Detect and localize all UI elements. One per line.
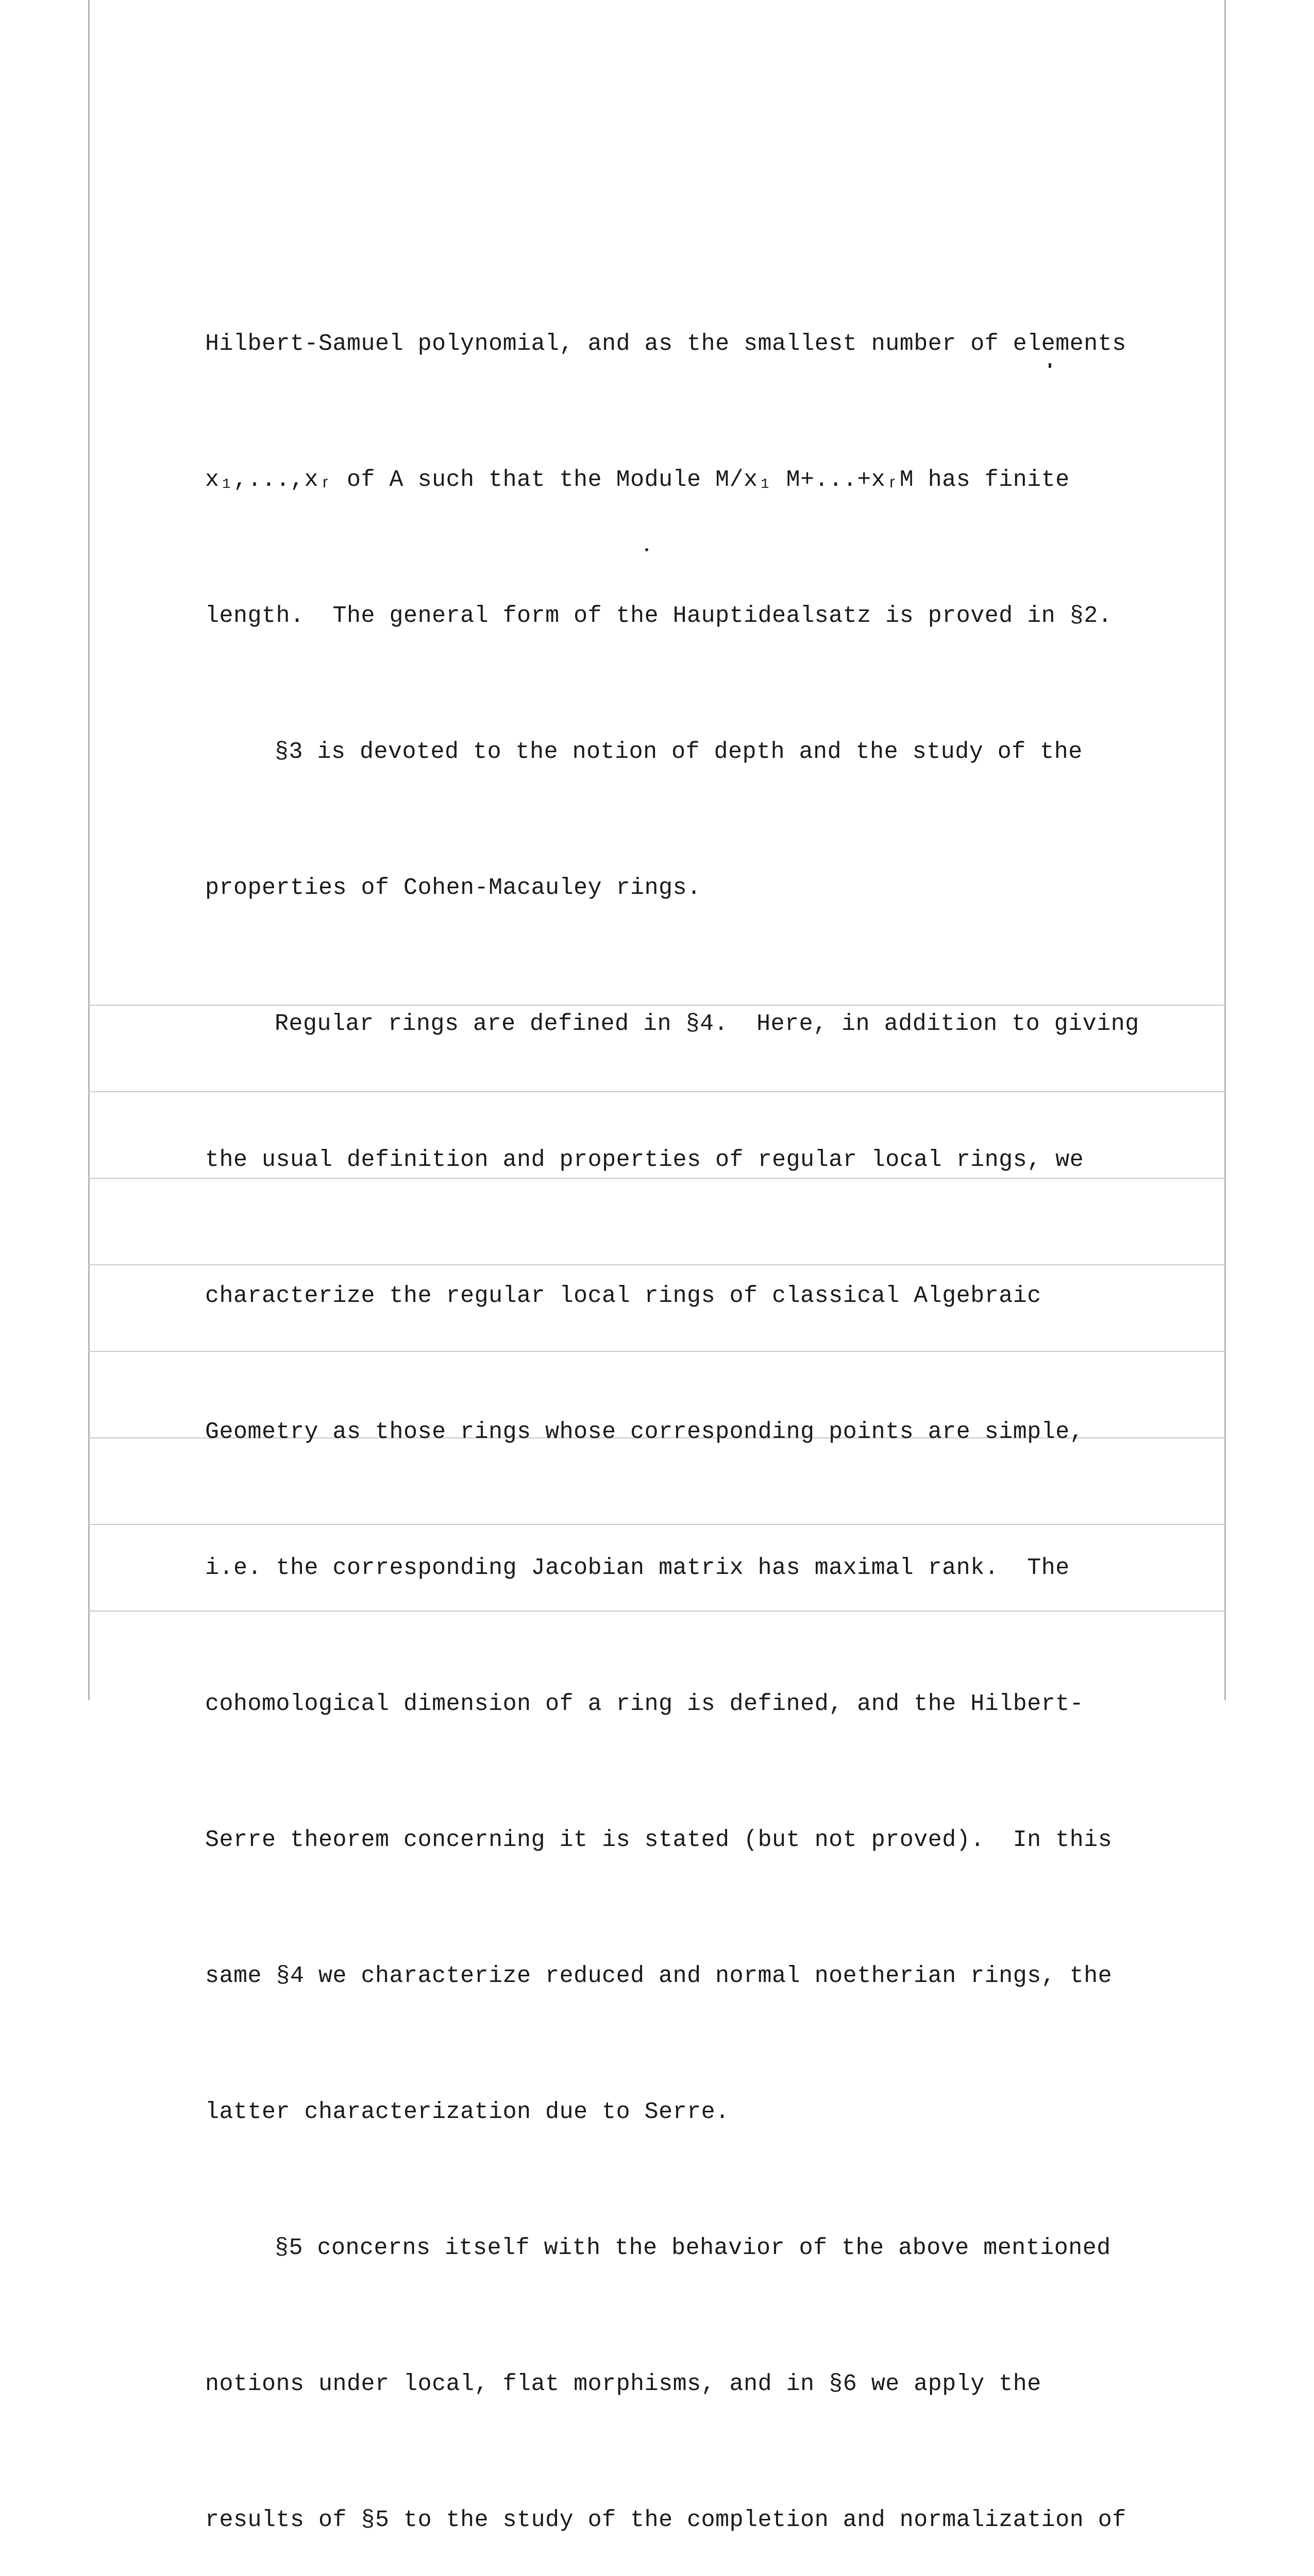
text-line: notions under local, flat morphisms, and in §6 we apply the	[205, 2371, 1041, 2397]
text-line: properties of Cohen-Macauley rings.	[205, 875, 701, 901]
typewritten-text	[205, 231, 1139, 2576]
text-line: Geometry as those rings whose corresponding points are simple,	[205, 1419, 1084, 1445]
text-line: characterize the regular local rings of classical Algebraic	[205, 1283, 1041, 1309]
left-margin-rule	[88, 0, 90, 1700]
text-line: cohomological dimension of a ring is defined, and the Hilbert-	[205, 1691, 1084, 1717]
text-line: §3 is devoted to the notion of depth and the study of the	[275, 739, 1083, 765]
text-line: x₁,...,xᵣ of A such that the Module M/x₁ M+...+xᵣM has finite	[205, 467, 1070, 493]
text-line: Regular rings are defined in §4. Here, in addition to giving	[275, 1011, 1139, 1037]
text-line: latter characterization due to Serre.	[205, 2099, 730, 2125]
text-line: the usual definition and properties of regular local rings, we	[205, 1147, 1084, 1173]
right-margin-rule	[1224, 0, 1226, 1700]
text-line: same §4 we characterize reduced and normal noetherian rings, the	[205, 1963, 1113, 1989]
text-line: results of §5 to the study of the completion and normalization of	[205, 2507, 1126, 2533]
text-line: i.e. the corresponding Jacobian matrix has maximal rank. The	[205, 1555, 1070, 1581]
text-line: Hilbert-Samuel polynomial, and as the smallest number of elements	[205, 331, 1126, 357]
text-line: length. The general form of the Hauptidealsatz is proved in §2.	[205, 603, 1113, 629]
text-line: §5 concerns itself with the behavior of the above mentioned	[275, 2235, 1111, 2261]
text-line: Serre theorem concerning it is stated (but not proved). In this	[205, 1827, 1113, 1853]
